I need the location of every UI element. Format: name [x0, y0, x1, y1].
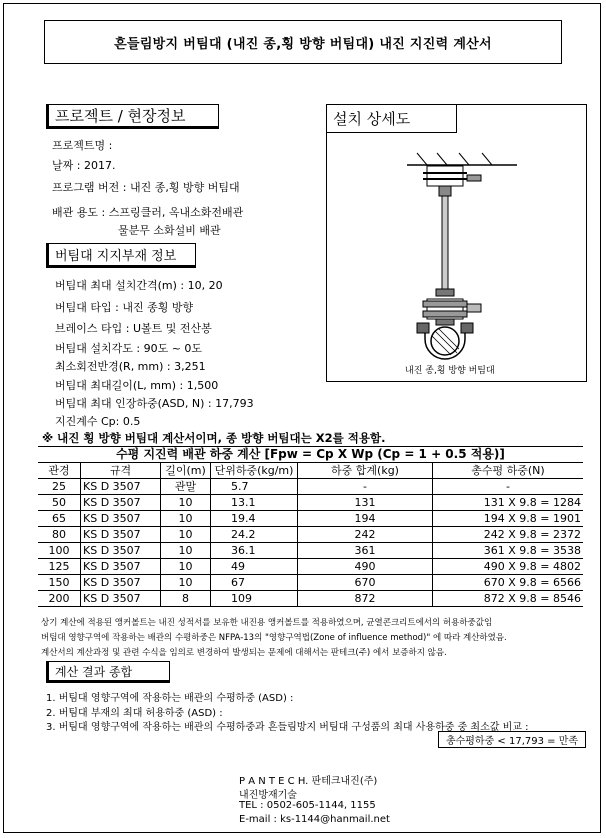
result-heading-text: 계산 결과 종합 [55, 664, 133, 679]
cell-size: 125 [38, 559, 81, 575]
table-header-row [38, 463, 583, 479]
brace-kind: 브레이스 타입 : U볼트 및 전산봉 [55, 322, 212, 335]
result-verdict: 총수평하중 < 17,793 = 만족 [445, 736, 579, 747]
detail-drawing-box [326, 104, 587, 382]
result-line-1: 1. 버팀대 영향구역에 작용하는 배관의 수평하중 (ASD) : [46, 693, 294, 704]
table-row [38, 591, 583, 607]
cell-length: 8 [161, 591, 211, 607]
footer-email: E-mail : ks-1144@hanmail.net [239, 814, 390, 825]
table-row [38, 559, 583, 575]
brace-type: 버팀대 타입 : 내진 종횡 방향 [55, 301, 194, 314]
col-header-size: 관경 [38, 463, 81, 479]
pipe-usage: 배관 용도 : 스프링클러, 옥내소화전배관 [52, 206, 244, 219]
result-line-2: 2. 버팀대 부재의 최대 허용하중 (ASD) : [46, 708, 223, 719]
cell-size: 200 [38, 591, 81, 607]
note-line-2: 버팀대 영향구역에 작용하는 배관의 수평하중은 NFPA-13의 "영향구역법(Zone of influence method)" 에 따라 계산하였음. [41, 633, 507, 643]
table-row [38, 575, 583, 591]
detail-heading [327, 105, 457, 133]
table-caption: 수평 지진력 배관 하중 계산 [Fpw = Cp X Wp (Cp = 1 + 0.5 적용)] [38, 447, 583, 463]
cell-length: 10 [161, 543, 211, 559]
note-line-1: 상기 계산에 적용된 앵커볼트는 내진 성적서를 보유한 내진용 앵커볼트를 적용하였으며, 균열콘크리트에서의 허용하중값임 [41, 618, 493, 628]
result-verdict-box [438, 731, 586, 748]
brace-max-length: 버팀대 최대길이(L, mm) : 1,500 [55, 379, 219, 392]
notice-text: ※ 내진 횡 방향 버팀대 계산서이며, 종 방향 버팀대는 X2를 적용함. [42, 431, 386, 445]
cell-spec: KS D 3507 [81, 479, 161, 495]
cell-length: 10 [161, 575, 211, 591]
detail-heading-text: 설치 상세도 [333, 110, 411, 128]
cell-unit-load: 5.7 [211, 479, 298, 495]
col-header-total-load: 총수평 하중(N) [433, 463, 584, 479]
brace-max-tension: 버팀대 최대 인장하중(ASD, N) : 17,793 [55, 397, 254, 410]
cell-unit-load: 49 [211, 559, 298, 575]
cell-load-sum: 872 [298, 591, 433, 607]
brace-heading [46, 243, 196, 268]
cell-load-sum: 490 [298, 559, 433, 575]
project-date: 날짜 : 2017. [52, 159, 116, 172]
cell-unit-load: 36.1 [211, 543, 298, 559]
cell-length: 10 [161, 495, 211, 511]
cell-length: 10 [161, 511, 211, 527]
project-heading-text: 프로젝트 / 현장정보 [55, 107, 186, 125]
table-row [38, 527, 583, 543]
brace-angle: 버팀대 설치각도 : 90도 ~ 0도 [55, 342, 203, 355]
cell-unit-load: 24.2 [211, 527, 298, 543]
load-table [38, 446, 583, 607]
cell-spec: KS D 3507 [81, 495, 161, 511]
cell-load-sum: 242 [298, 527, 433, 543]
cell-size: 25 [38, 479, 81, 495]
cell-size: 80 [38, 527, 81, 543]
page-title: 흔들림방지 버팀대 (내진 종,횡 방향 버팀대) 내진 지진력 계산서 [44, 20, 562, 64]
footer-tel: TEL : 0502-605-1144, 1155 [239, 800, 376, 811]
project-heading [46, 104, 219, 129]
table-row [38, 495, 583, 511]
col-header-length: 길이(m) [161, 463, 211, 479]
cell-size: 50 [38, 495, 81, 511]
col-header-spec: 규격 [81, 463, 161, 479]
brace-max-interval: 버팀대 최대 설치간격(m) : 10, 20 [55, 279, 223, 292]
cell-total-load: - [433, 479, 584, 495]
cell-size: 100 [38, 543, 81, 559]
pipe-usage-cont: 물분무 소화설비 배관 [118, 224, 221, 237]
cell-spec: KS D 3507 [81, 511, 161, 527]
cell-total-load: 194 X 9.8 = 1901 [433, 511, 584, 527]
cell-load-sum: - [298, 479, 433, 495]
cell-total-load: 872 X 9.8 = 8546 [433, 591, 584, 607]
cell-total-load: 361 X 9.8 = 3538 [433, 543, 584, 559]
col-header-unit-load: 단위하중(kg/m) [211, 463, 298, 479]
program-version: 프로그램 버전 : 내진 종,횡 방향 버팀대 [52, 181, 240, 194]
cell-load-sum: 194 [298, 511, 433, 527]
cell-total-load: 242 X 9.8 = 2372 [433, 527, 584, 543]
footer-dept: 내진방재기술 [239, 790, 297, 801]
brace-heading-text: 버팀대 지지부재 정보 [55, 249, 177, 264]
cell-total-load: 490 X 9.8 = 4802 [433, 559, 584, 575]
brace-detail-illustration [387, 149, 537, 364]
cell-spec: KS D 3507 [81, 591, 161, 607]
detail-caption: 내진 종,횡 방향 버팀대 [405, 366, 495, 376]
footer-company: P A N T E C H. 판테크내진(주) [239, 776, 378, 787]
table-row [38, 479, 583, 495]
cell-unit-load: 109 [211, 591, 298, 607]
cell-length: 10 [161, 559, 211, 575]
table-row [38, 543, 583, 559]
result-heading [46, 661, 170, 683]
cell-load-sum: 670 [298, 575, 433, 591]
table-row [38, 511, 583, 527]
cell-size: 65 [38, 511, 81, 527]
cell-spec: KS D 3507 [81, 575, 161, 591]
cell-length: 10 [161, 527, 211, 543]
note-line-3: 계산서의 계산과정 및 관련 수식을 임의로 변경하여 발생되는 문제에 대해서는 판테크(주) 에서 보증하지 않음. [41, 648, 447, 658]
cell-length: 관말 [161, 479, 211, 495]
min-turn-radius: 최소회전반경(R, mm) : 3,251 [55, 360, 206, 373]
col-header-load-sum: 하중 합계(kg) [298, 463, 433, 479]
cell-load-sum: 131 [298, 495, 433, 511]
result-line-3: 3. 버팀대 영향구역에 작용하는 배관의 수평하중과 흔들림방지 버팀대 구성품의 최대 사용하중 중 최소값 비교 : [46, 722, 529, 733]
cell-unit-load: 67 [211, 575, 298, 591]
cell-unit-load: 19.4 [211, 511, 298, 527]
cell-spec: KS D 3507 [81, 559, 161, 575]
cell-total-load: 131 X 9.8 = 1284 [433, 495, 584, 511]
cell-total-load: 670 X 9.8 = 6566 [433, 575, 584, 591]
cell-spec: KS D 3507 [81, 527, 161, 543]
cell-spec: KS D 3507 [81, 543, 161, 559]
project-name: 프로젝트명 : [52, 139, 113, 152]
cell-unit-load: 13.1 [211, 495, 298, 511]
cell-size: 150 [38, 575, 81, 591]
cell-load-sum: 361 [298, 543, 433, 559]
seismic-coefficient: 지진계수 Cp: 0.5 [55, 415, 141, 428]
